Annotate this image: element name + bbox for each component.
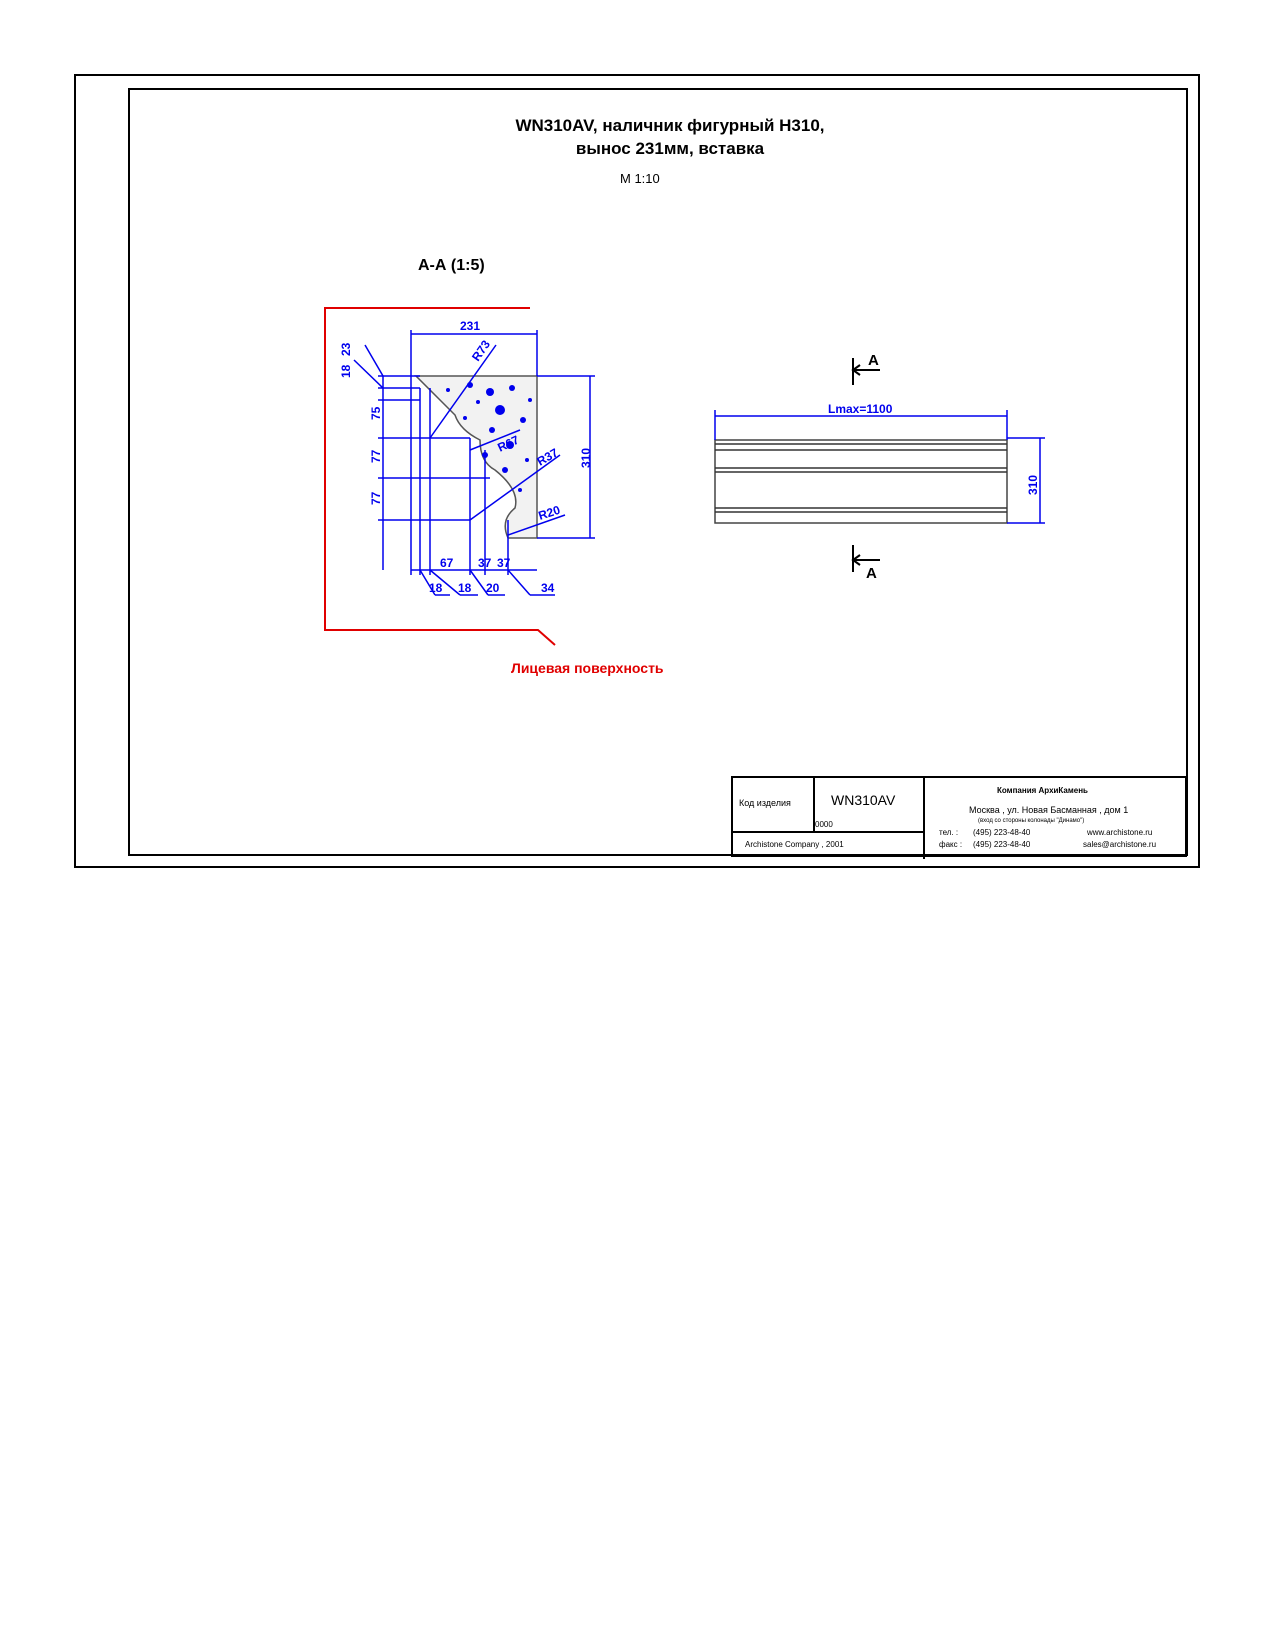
section-title: А-А (1:5) <box>418 257 485 274</box>
product-code-value: WN310AV <box>831 792 896 808</box>
section-profile <box>416 376 537 538</box>
dim-radius-67: R67 <box>495 432 522 455</box>
drawing-title-line-2: вынос 231мм, вставка <box>575 139 765 158</box>
product-code-label: Код изделия <box>739 798 791 808</box>
dim-left-77b: 77 <box>369 491 383 505</box>
company-address-note: (вход со стороны колонады "Динамо") <box>978 818 1085 824</box>
dim-width: 231 <box>460 319 481 333</box>
website-link[interactable]: www.archistone.ru <box>1087 828 1153 837</box>
dim-radius-20: R20 <box>536 502 562 523</box>
company-address: Москва , ул. Новая Басманная , дом 1 <box>969 805 1129 815</box>
face-surface-label: Лицевая поверхность <box>511 660 664 676</box>
tel-number: (495) 223-48-40 <box>973 828 1031 837</box>
dim-bottom-37a: 37 <box>478 556 492 570</box>
elevation-height-dim: 310 <box>1026 474 1040 495</box>
dim-left-77a: 77 <box>369 449 383 463</box>
dim-height: 310 <box>579 447 593 468</box>
cut-label-top: A <box>868 352 879 369</box>
dim-bottom-67: 67 <box>440 556 454 570</box>
company-name: Компания АрхиКамень <box>997 786 1088 795</box>
dim-bottom-37b: 37 <box>497 556 511 570</box>
fax-label: факс : <box>939 840 963 849</box>
cut-label-bottom: A <box>866 565 877 582</box>
dim-left-top-a: 18 <box>339 364 353 378</box>
dim-bottom-18b: 18 <box>458 581 472 595</box>
product-code-sub: 0000 <box>815 820 833 829</box>
elevation-view <box>715 440 1007 523</box>
dim-left-75: 75 <box>369 406 383 420</box>
dim-left-top-b: 23 <box>339 342 353 356</box>
email-link[interactable]: sales@archistone.ru <box>1083 840 1157 849</box>
tel-label: тел. : <box>939 828 959 837</box>
title-block <box>731 776 1187 857</box>
drawing-title-line-1: WN310AV, наличник фигурный Н310, <box>515 116 825 135</box>
dim-radius-73: R73 <box>468 337 494 364</box>
dim-bottom-18a: 18 <box>429 581 443 595</box>
elevation-length-dim: Lmax=1100 <box>828 402 893 416</box>
copyright-text: Archistone Company , 2001 <box>745 840 844 849</box>
dim-bottom-34: 34 <box>541 581 555 595</box>
dim-radius-37: R37 <box>534 445 561 469</box>
dim-bottom-20: 20 <box>486 581 500 595</box>
fax-number: (495) 223-48-40 <box>973 840 1031 849</box>
drawing-scale: М 1:10 <box>620 171 660 186</box>
